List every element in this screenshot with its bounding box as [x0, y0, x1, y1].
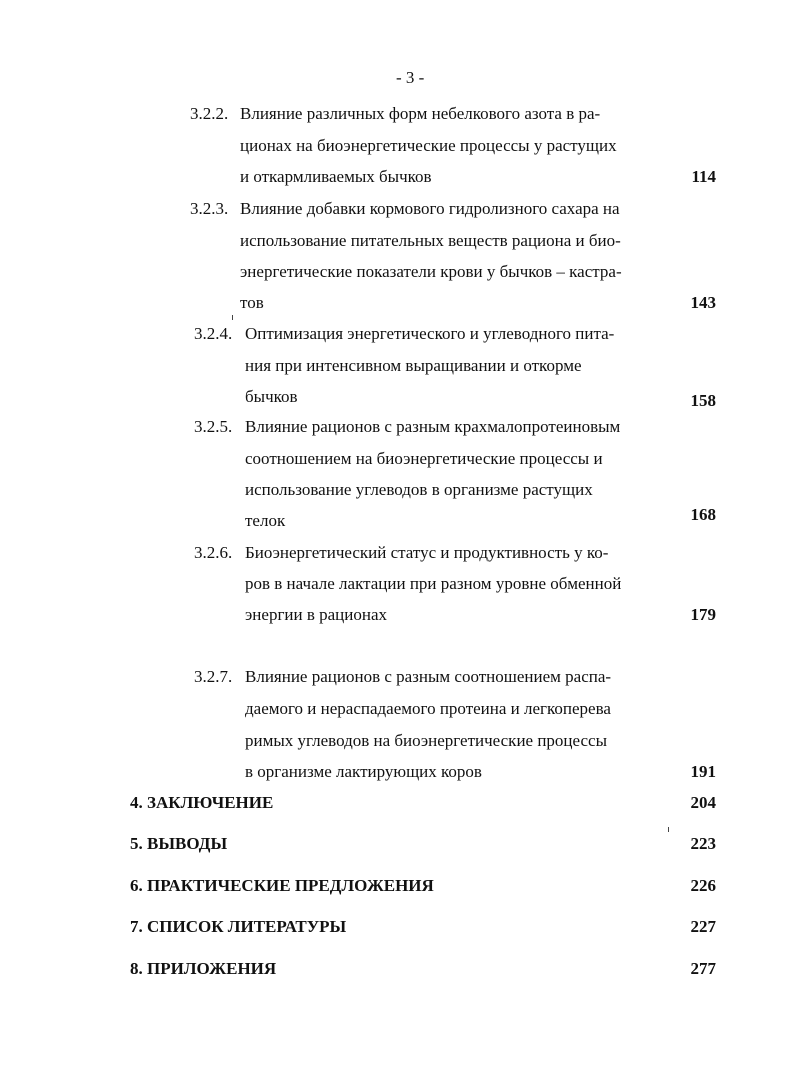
toc-entry-line: Влияние рационов с разным крахмалопротеиновым [245, 417, 621, 436]
toc-entry-number: 3.2.3. [190, 199, 229, 218]
toc-entry-number: 3.2.2. [190, 104, 229, 123]
toc-entry-line: ционах на биоэнергетические процессы у растущих [240, 136, 617, 155]
toc-entry-line: ров в начале лактации при разном уровне обменной [245, 574, 622, 593]
toc-chapter-page: 277 [690, 959, 716, 978]
toc-entry-line: даемого и нераспадаемого протеина и легкоперева [245, 699, 611, 718]
toc-entry-line: тов [240, 293, 264, 312]
toc-entry-line: телок [245, 511, 286, 530]
toc-chapter-page: 223 [690, 834, 716, 853]
toc-chapter-page: 226 [690, 876, 716, 895]
toc-entry-page: 158 [690, 391, 716, 410]
toc-entry-page: 168 [690, 505, 716, 524]
toc-chapter-title: 4. ЗАКЛЮЧЕНИЕ [130, 793, 274, 812]
toc-entry-line: и откармливаемых бычков [240, 167, 432, 186]
toc-chapter-page: 204 [690, 793, 716, 812]
toc-entry-line: использование углеводов в организме растущих [245, 480, 593, 499]
toc-entry-line: соотношением на биоэнергетические процессы и [245, 449, 603, 468]
toc-entry-line: энергетические показатели крови у бычков – кастра- [240, 262, 622, 281]
toc-entry-line: бычков [245, 387, 298, 406]
toc-chapter-title: 6. ПРАКТИЧЕСКИЕ ПРЕДЛОЖЕНИЯ [130, 876, 434, 895]
page-number: - 3 - [396, 68, 425, 87]
toc-entry-page: 191 [690, 762, 716, 781]
toc-entry-number: 3.2.7. [194, 667, 233, 686]
toc-chapter-title: 7. СПИСОК ЛИТЕРАТУРЫ [130, 917, 347, 936]
toc-chapter-title: 5. ВЫВОДЫ [130, 834, 228, 853]
toc-entry-number: 3.2.4. [194, 324, 233, 343]
toc-entry-line: ния при интенсивном выращивании и откорме [245, 356, 582, 375]
toc-entry-line: Влияние добавки кормового гидролизного сахара на [240, 199, 620, 218]
toc-chapter-page: 227 [690, 917, 716, 936]
toc-entry-number: 3.2.6. [194, 543, 233, 562]
scan-speck [668, 827, 669, 832]
toc-entry-line: Влияние различных форм небелкового азота в ра- [240, 104, 601, 123]
toc-entry-line: Оптимизация энергетического и углеводного пита- [245, 324, 615, 343]
toc-entry-number: 3.2.5. [194, 417, 233, 436]
toc-entry-line: Влияние рационов с разным соотношением распа- [245, 667, 612, 686]
toc-chapter-title: 8. ПРИЛОЖЕНИЯ [130, 959, 277, 978]
toc-entry-page: 114 [691, 167, 716, 186]
toc-entry-line: в организме лактирующих коров [245, 762, 482, 781]
toc-entry-line: римых углеводов на биоэнергетические процессы [245, 731, 608, 750]
toc-entry-page: 143 [690, 293, 716, 312]
scan-speck [232, 315, 233, 320]
toc-entry-page: 179 [690, 605, 716, 624]
toc-entry-line: использование питательных веществ рациона и био- [240, 231, 621, 250]
toc-entry-line: Биоэнергетический статус и продуктивность у ко- [245, 543, 609, 562]
toc-entry-line: энергии в рационах [245, 605, 388, 624]
